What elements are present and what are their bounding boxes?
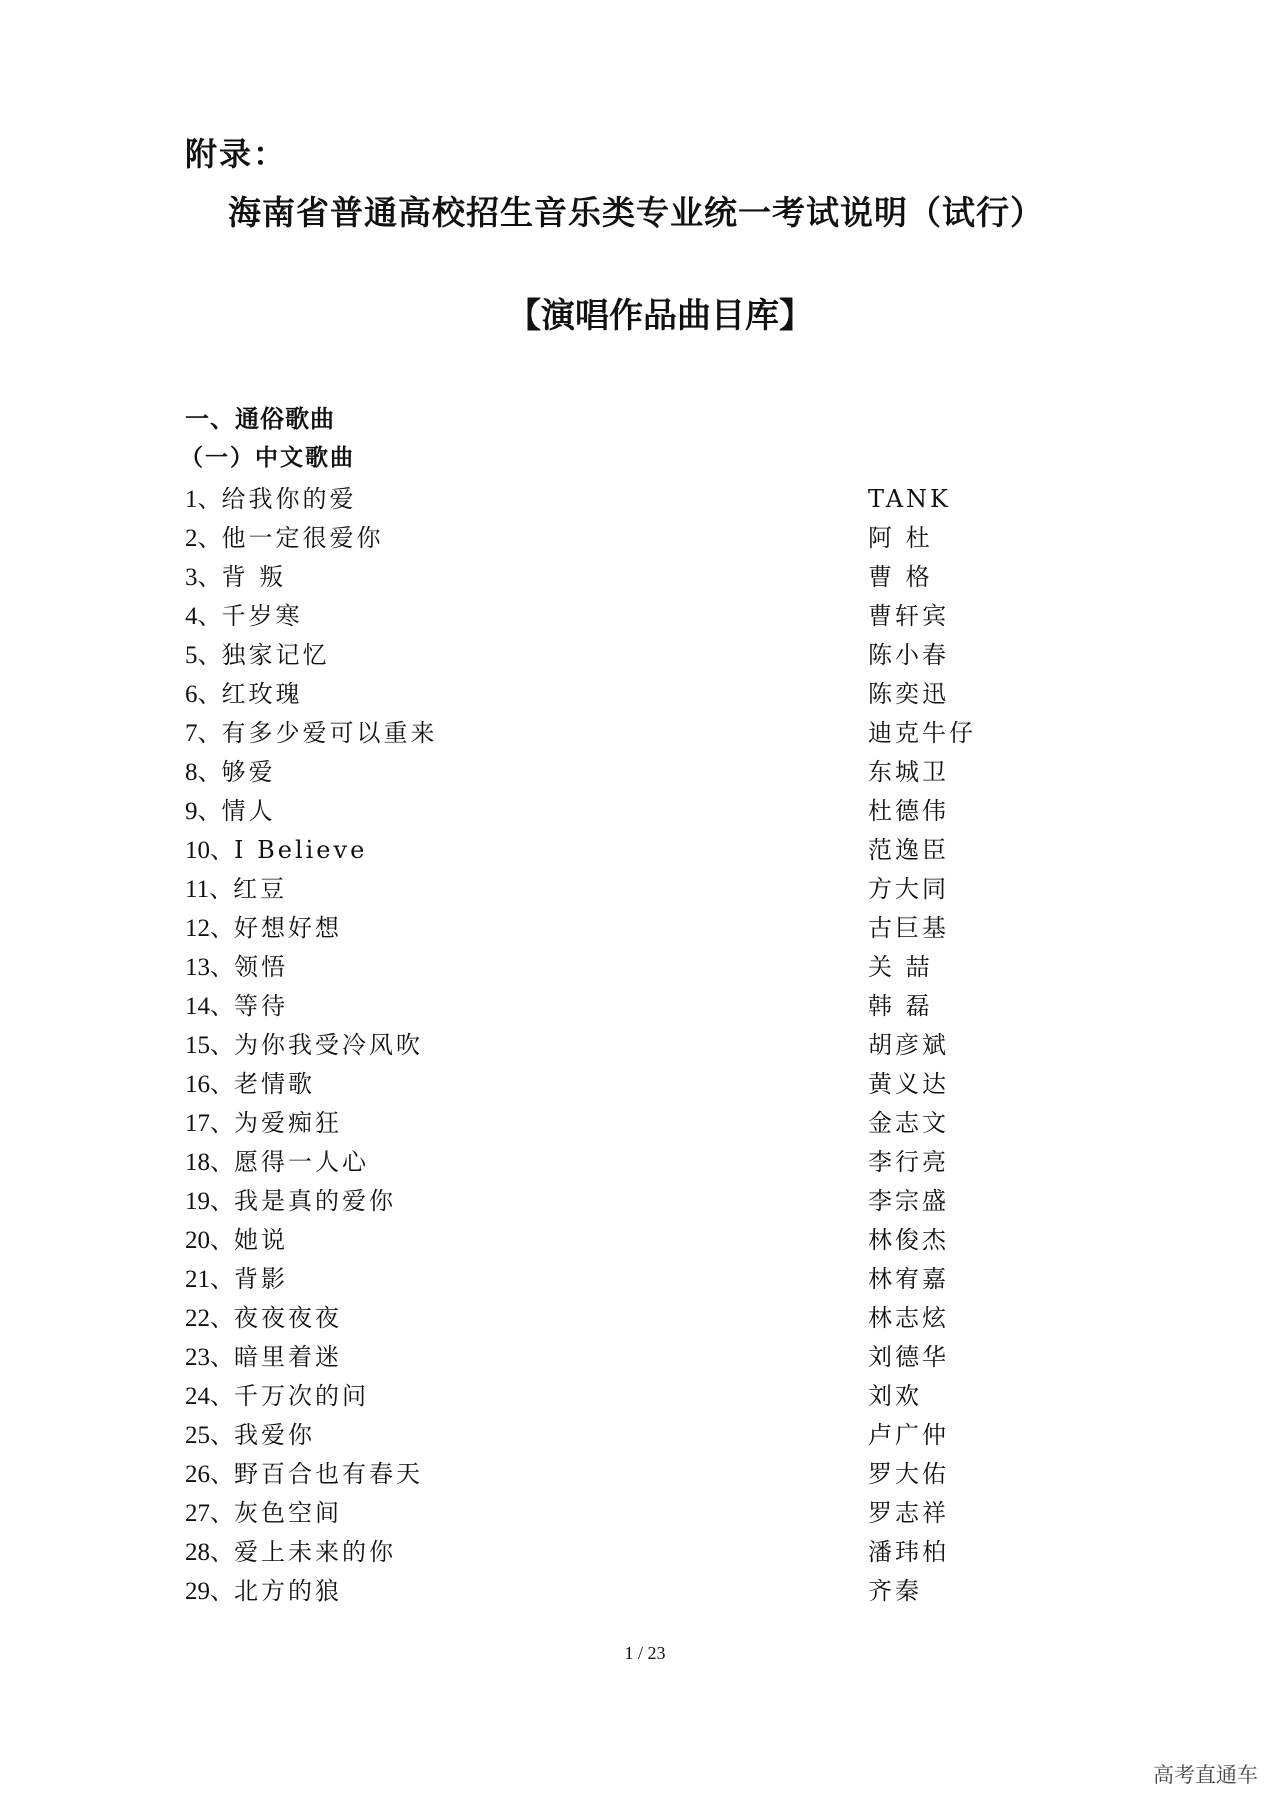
song-number: 18 bbox=[185, 1149, 210, 1176]
song-artist: 东城卫 bbox=[868, 758, 949, 786]
song-row bbox=[185, 1065, 1085, 1104]
song-artist: 罗志祥 bbox=[868, 1499, 949, 1527]
song-title: 爱上未来的你 bbox=[234, 1538, 396, 1566]
song-separator: 、 bbox=[210, 1187, 234, 1215]
song-row bbox=[185, 597, 1085, 636]
song-number: 19 bbox=[185, 1188, 210, 1215]
song-number: 5 bbox=[185, 642, 198, 669]
song-artist: 阿 杜 bbox=[868, 524, 933, 552]
song-separator: 、 bbox=[210, 1148, 234, 1176]
page-number: 1 / 23 bbox=[624, 1643, 666, 1663]
song-artist: 林俊杰 bbox=[868, 1226, 949, 1254]
song-row bbox=[185, 1416, 1085, 1455]
song-row bbox=[185, 1338, 1085, 1377]
song-row bbox=[185, 1377, 1085, 1416]
song-row bbox=[185, 1260, 1085, 1299]
song-title: 有多少爱可以重来 bbox=[221, 719, 438, 747]
song-title: 灰色空间 bbox=[234, 1499, 342, 1527]
song-artist: TANK bbox=[868, 485, 951, 513]
song-row bbox=[185, 675, 1085, 714]
song-number: 17 bbox=[185, 1110, 210, 1137]
song-separator: 、 bbox=[210, 953, 234, 981]
song-row bbox=[185, 714, 1085, 753]
document-title: 海南省普通高校招生音乐类专业统一考试说明（试行） bbox=[228, 193, 1044, 232]
song-title: 千万次的问 bbox=[234, 1382, 369, 1410]
song-row bbox=[185, 831, 1085, 870]
song-artist: 刘欢 bbox=[868, 1382, 922, 1410]
song-separator: 、 bbox=[210, 1109, 234, 1137]
song-artist: 林宥嘉 bbox=[868, 1265, 949, 1293]
song-title: 给我你的爱 bbox=[221, 485, 357, 513]
song-number: 11 bbox=[185, 876, 210, 903]
song-separator: 、 bbox=[210, 992, 234, 1020]
song-separator: 、 bbox=[210, 914, 234, 942]
song-separator: 、 bbox=[210, 836, 234, 864]
song-row bbox=[185, 1143, 1085, 1182]
song-number: 12 bbox=[185, 915, 210, 942]
song-title: 够爱 bbox=[221, 758, 276, 786]
song-number: 13 bbox=[185, 954, 210, 981]
song-row bbox=[185, 1299, 1085, 1338]
song-title: 为爱痴狂 bbox=[234, 1109, 342, 1137]
song-title: 他一定很爱你 bbox=[221, 524, 384, 552]
song-number: 22 bbox=[185, 1305, 210, 1332]
song-artist: 林志炫 bbox=[868, 1304, 949, 1332]
song-separator: 、 bbox=[210, 1070, 234, 1098]
song-separator: 、 bbox=[210, 1577, 234, 1605]
song-artist: 李行亮 bbox=[868, 1148, 949, 1176]
song-artist: 陈小春 bbox=[868, 641, 949, 669]
song-row bbox=[185, 636, 1085, 675]
subsection-heading: （一）中文歌曲 bbox=[180, 444, 355, 471]
song-number: 9 bbox=[185, 798, 198, 825]
song-row bbox=[185, 1533, 1085, 1572]
song-row bbox=[185, 870, 1085, 909]
song-artist: 罗大佑 bbox=[868, 1460, 949, 1488]
song-separator: 、 bbox=[210, 1499, 234, 1527]
song-separator: 、 bbox=[210, 1031, 234, 1059]
song-title: 暗里着迷 bbox=[234, 1343, 342, 1371]
song-artist: 潘玮柏 bbox=[868, 1538, 949, 1566]
song-list bbox=[185, 480, 1085, 1611]
song-title: 我是真的爱你 bbox=[234, 1187, 396, 1215]
song-row bbox=[185, 519, 1085, 558]
song-row bbox=[185, 1221, 1085, 1260]
song-artist: 韩 磊 bbox=[868, 992, 933, 1020]
song-title: 为你我受冷风吹 bbox=[234, 1031, 423, 1059]
song-artist: 李宗盛 bbox=[868, 1187, 949, 1215]
song-separator: 、 bbox=[197, 485, 222, 513]
song-title: 老情歌 bbox=[234, 1070, 315, 1098]
song-title: 领悟 bbox=[234, 953, 288, 981]
song-separator: 、 bbox=[197, 758, 222, 786]
song-title: 夜夜夜夜 bbox=[234, 1304, 342, 1332]
song-row bbox=[185, 480, 1085, 519]
song-number: 8 bbox=[185, 759, 198, 786]
song-artist: 刘德华 bbox=[868, 1343, 949, 1371]
song-artist: 胡彦斌 bbox=[868, 1031, 949, 1059]
song-row bbox=[185, 1494, 1085, 1533]
song-title: 背影 bbox=[234, 1265, 288, 1293]
song-title: 我爱你 bbox=[234, 1421, 315, 1449]
song-number: 1 bbox=[185, 486, 198, 513]
song-row bbox=[185, 792, 1085, 831]
song-number: 3 bbox=[185, 564, 198, 591]
song-number: 27 bbox=[185, 1500, 210, 1527]
song-number: 28 bbox=[185, 1539, 210, 1566]
song-row bbox=[185, 1182, 1085, 1221]
song-title: 背 叛 bbox=[221, 563, 287, 591]
song-title: 千岁寒 bbox=[221, 602, 303, 630]
song-number: 29 bbox=[185, 1578, 210, 1605]
song-separator: 、 bbox=[210, 1460, 234, 1488]
song-number: 10 bbox=[185, 837, 210, 864]
song-title: 红玫瑰 bbox=[221, 680, 303, 708]
song-title: 独家记忆 bbox=[221, 641, 330, 669]
song-title: 野百合也有春天 bbox=[234, 1460, 423, 1488]
song-separator: 、 bbox=[197, 680, 222, 708]
song-separator: 、 bbox=[210, 1421, 234, 1449]
library-title: 【演唱作品曲目库】 bbox=[507, 296, 813, 336]
song-separator: 、 bbox=[197, 797, 222, 825]
song-title: 愿得一人心 bbox=[234, 1148, 369, 1176]
song-number: 6 bbox=[185, 681, 198, 708]
song-number: 25 bbox=[185, 1422, 210, 1449]
song-separator: 、 bbox=[210, 1343, 234, 1371]
song-row bbox=[185, 1572, 1085, 1611]
song-separator: 、 bbox=[210, 1382, 234, 1410]
song-row bbox=[185, 1026, 1085, 1065]
song-separator: 、 bbox=[197, 524, 222, 552]
song-number: 4 bbox=[185, 603, 198, 630]
section-heading: 一、通俗歌曲 bbox=[185, 404, 335, 433]
song-title: 红豆 bbox=[233, 875, 288, 903]
song-number: 7 bbox=[185, 720, 198, 747]
song-artist: 杜德伟 bbox=[868, 797, 949, 825]
song-separator: 、 bbox=[209, 875, 234, 903]
song-number: 20 bbox=[185, 1227, 210, 1254]
song-number: 14 bbox=[185, 993, 210, 1020]
song-separator: 、 bbox=[210, 1304, 234, 1332]
song-number: 26 bbox=[185, 1461, 210, 1488]
song-artist: 陈奕迅 bbox=[868, 680, 949, 708]
song-title: 等待 bbox=[234, 992, 288, 1020]
song-artist: 范逸臣 bbox=[868, 836, 949, 864]
song-artist: 古巨基 bbox=[868, 914, 949, 942]
song-separator: 、 bbox=[197, 563, 222, 591]
appendix-label: 附录： bbox=[185, 135, 288, 173]
song-separator: 、 bbox=[197, 602, 222, 630]
song-row bbox=[185, 1104, 1085, 1143]
song-row bbox=[185, 987, 1085, 1026]
song-artist: 齐秦 bbox=[868, 1577, 922, 1605]
song-artist: 黄义达 bbox=[868, 1070, 949, 1098]
song-row bbox=[185, 948, 1085, 987]
song-number: 15 bbox=[185, 1032, 210, 1059]
song-number: 16 bbox=[185, 1071, 210, 1098]
song-artist: 方大同 bbox=[868, 875, 949, 903]
song-title: 情人 bbox=[221, 797, 276, 825]
song-artist: 金志文 bbox=[868, 1109, 949, 1137]
song-artist: 曹 格 bbox=[868, 563, 933, 591]
watermark-text: 高考直通车 bbox=[1153, 1763, 1258, 1787]
song-separator: 、 bbox=[197, 719, 222, 747]
song-title: 北方的狼 bbox=[234, 1577, 342, 1605]
song-title: 好想好想 bbox=[234, 914, 342, 942]
song-number: 24 bbox=[185, 1383, 210, 1410]
song-separator: 、 bbox=[210, 1226, 234, 1254]
song-title: I Believe bbox=[234, 836, 368, 864]
song-separator: 、 bbox=[210, 1265, 234, 1293]
song-separator: 、 bbox=[197, 641, 222, 669]
song-row bbox=[185, 753, 1085, 792]
song-number: 23 bbox=[185, 1344, 210, 1371]
song-artist: 曹轩宾 bbox=[868, 602, 949, 630]
song-number: 2 bbox=[185, 525, 198, 552]
song-artist: 迪克牛仔 bbox=[868, 719, 976, 747]
song-row bbox=[185, 909, 1085, 948]
song-separator: 、 bbox=[210, 1538, 234, 1566]
song-title: 她说 bbox=[234, 1226, 288, 1254]
song-artist: 卢广仲 bbox=[868, 1421, 949, 1449]
song-row bbox=[185, 1455, 1085, 1494]
song-artist: 关 喆 bbox=[868, 953, 933, 981]
song-number: 21 bbox=[185, 1266, 210, 1293]
song-row bbox=[185, 558, 1085, 597]
